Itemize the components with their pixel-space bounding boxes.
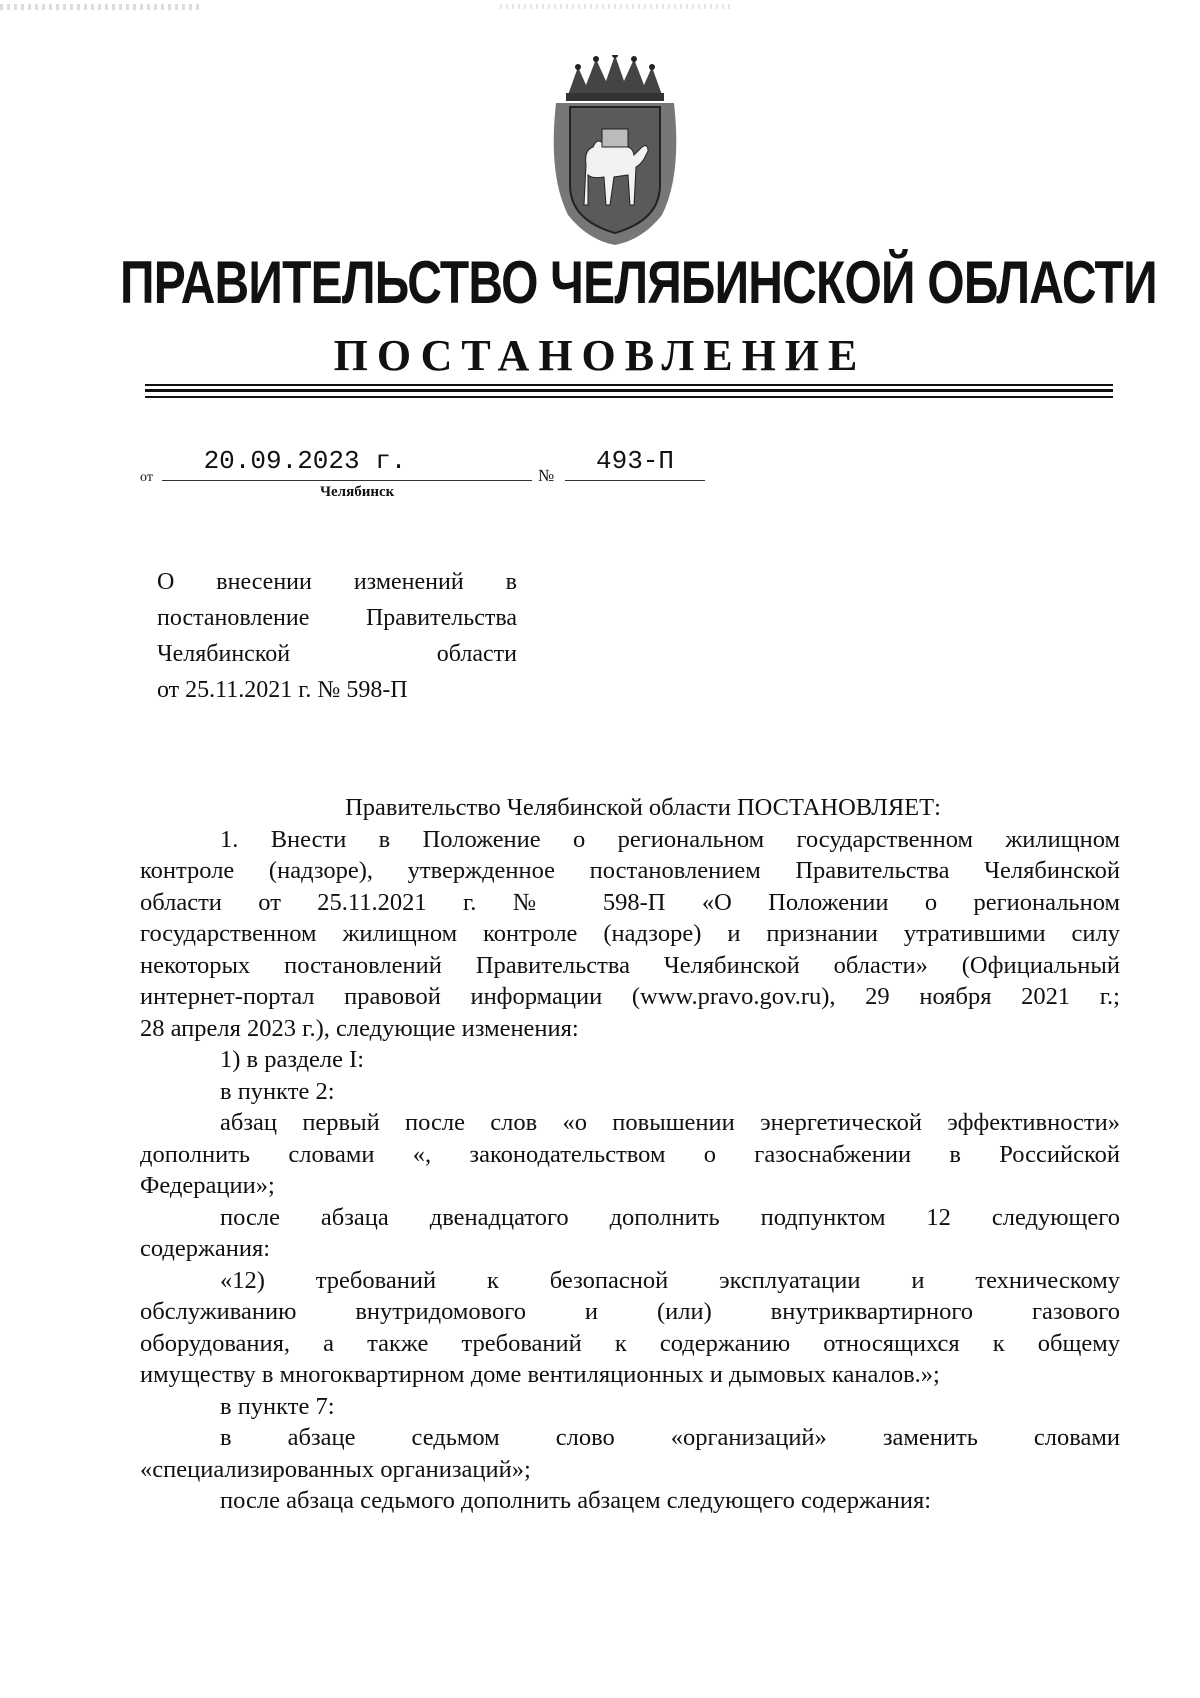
document-number: 493-П	[595, 446, 674, 476]
body-line: после абзаца двенадцатого дополнить подпунктом 12 следующего	[220, 1203, 1120, 1231]
body-line: Федерации»;	[140, 1172, 275, 1199]
header-rule	[145, 396, 1113, 398]
date-underline	[162, 480, 532, 481]
body-line: абзац первый после слов «о повышении энергетической эффективности»	[220, 1109, 1120, 1136]
scan-artifact	[500, 4, 730, 9]
body-line: имуществу в многоквартирном доме вентиляционных и дымовых каналов.»;	[140, 1361, 940, 1388]
body-line: в абзаце седьмом слово «организаций» заменить словами	[220, 1424, 1120, 1451]
document-type: ПОСТАНОВЛЕНИЕ	[333, 331, 867, 380]
date-prefix-label: от	[140, 470, 153, 485]
body-line: обслуживанию внутридомового и (или) внутриквартирного газового	[140, 1298, 1120, 1325]
body-line: 1) в разделе I:	[220, 1046, 365, 1073]
body-line: 1. Внести в Положение о региональном государственном жилищном	[220, 825, 1120, 853]
subject-line: постановление Правительства	[157, 605, 517, 631]
subject-line: от 25.11.2021 г. № 598-П	[157, 677, 408, 703]
body-line: после абзаца седьмого дополнить абзацем следующего содержания:	[220, 1487, 932, 1514]
number-underline	[565, 480, 705, 481]
body-line: области от 25.11.2021 г. № 598-П «О Положении о региональном	[140, 888, 1120, 916]
body-line: дополнить словами «, законодательством о газоснабжении в Российской	[140, 1140, 1120, 1168]
document-date: 20.09.2023 г.	[203, 446, 407, 476]
body-line: интернет-портал правовой информации (www.pravo.gov.ru), 29 ноября 2021 г.;	[140, 983, 1120, 1010]
government-name: ПРАВИТЕЛЬСТВО ЧЕЛЯБИНСКОЙ ОБЛАСТИ	[120, 249, 1157, 316]
header-rule	[145, 384, 1113, 386]
body-line: оборудования, а также требований к содержанию относящихся к общему	[140, 1329, 1120, 1357]
body-line: в пункте 7:	[220, 1392, 335, 1420]
body-line: контроле (надзоре), утвержденное постановлением Правительства Челябинской	[140, 857, 1120, 884]
body-line: содержания:	[140, 1235, 271, 1262]
preamble: Правительство Челябинской области ПОСТАНОВЛЯЕТ:	[345, 794, 941, 821]
body-line: 28 апреля 2023 г.), следующие изменения:	[140, 1014, 579, 1042]
body-line: некоторых постановлений Правительства Челябинской области» (Официальный	[140, 951, 1120, 979]
document-subject	[157, 564, 517, 708]
body-line: «12) требований к безопасной эксплуатации и техническому	[220, 1266, 1120, 1294]
coat-of-arms-icon	[548, 55, 683, 245]
body-line: «специализированных организаций»;	[140, 1455, 531, 1483]
body-line: в пункте 2:	[220, 1077, 335, 1105]
number-sign: №	[538, 466, 555, 485]
scan-artifact	[0, 4, 200, 10]
document-body	[140, 792, 1120, 1517]
header-rule	[145, 389, 1113, 392]
subject-line: О внесении изменений в	[157, 569, 517, 595]
city-label: Челябинск	[320, 484, 395, 500]
subject-line: Челябинской области	[157, 641, 517, 667]
body-line: государственном жилищном контроле (надзоре) и признании утратившими силу	[140, 920, 1120, 947]
